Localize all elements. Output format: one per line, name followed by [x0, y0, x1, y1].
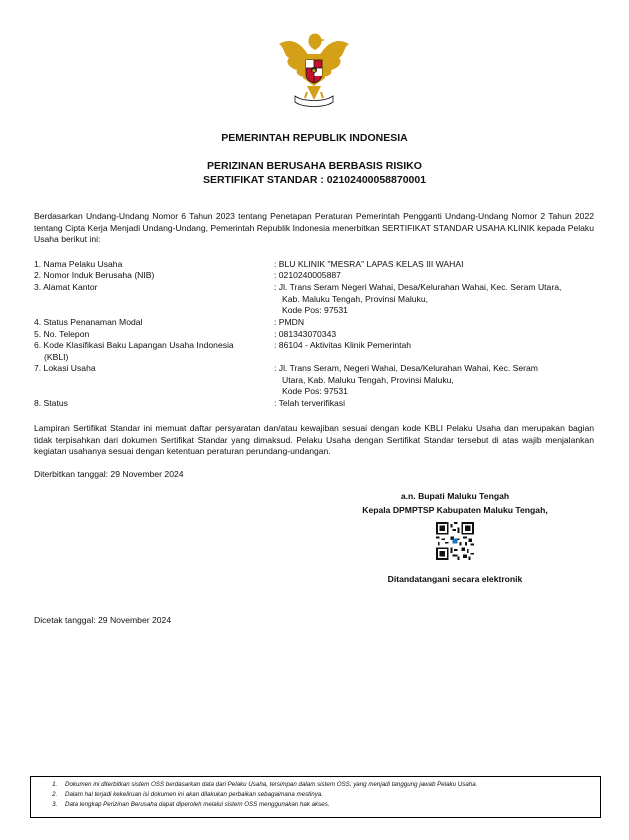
field-value-continued: Kode Pos: 97531	[282, 305, 348, 316]
field-value: : 081343070343	[274, 329, 337, 339]
signature-line2: Kepala DPMPTSP Kabupaten Maluku Tengah,	[362, 505, 548, 515]
field-value: : BLU KLINIK "MESRA" LAPAS KELAS III WAHAI	[274, 259, 464, 269]
certificate-number: SERTIFIKAT STANDAR : 02102400058870001	[202, 174, 427, 186]
field-label: 2. Nomor Induk Berusaha (NIB)	[34, 270, 155, 280]
field-value: : Jl. Trans Seram, Negeri Wahai, Desa/Kelurahan Wahai, Kec. Seram	[274, 363, 538, 373]
intro-paragraph: Berdasarkan Undang-Undang Nomor 6 Tahun 2023 tentang Penetapan Peraturan Pemerintah Pengganti Undang-Undang Nomor 2 Tahun 2022 tentang Cipta Kerja Menjadi Undang-Undang, Pemerintah Republik Indonesia menerbitkan SERTIFIKAT STANDAR USAHA KLINIK kepada Pelaku Usaha berikut ini:	[34, 211, 594, 245]
field-value-continued: Utara, Kab. Maluku Tengah, Provinsi Maluku,	[282, 374, 454, 385]
government-title: PEMERINTAH REPUBLIK INDONESIA	[221, 132, 408, 144]
footer-notes-box	[30, 776, 601, 818]
footer-note: 2. Dalam hal terjadi kekeliruan isi dokumen ini akan dilakukan perbaikan sebagaimana mestinya.	[59, 790, 600, 800]
field-label: 7. Lokasi Usaha	[34, 363, 96, 373]
field-label: 4. Status Penanaman Modal	[34, 317, 143, 327]
field-label: 3. Alamat Kantor	[34, 282, 98, 292]
field-value: : PMDN	[274, 317, 305, 327]
garuda-emblem-icon	[271, 30, 357, 114]
field-value-continued: Kab. Maluku Tengah, Provinsi Maluku,	[282, 293, 429, 304]
field-value-continued: Kode Pos: 97531	[282, 386, 348, 397]
field-label: 5. No. Telepon	[34, 329, 90, 339]
field-value: : 86104 - Aktivitas Klinik Pemerintah	[274, 340, 412, 350]
footer-notes-list	[31, 777, 600, 809]
field-value-block	[274, 363, 594, 398]
attachment-note: Lampiran Sertifikat Standar ini memuat daftar persyaratan dan/atau kewajiban sesuai dengan kode KBLI Pelaku Usaha dan merupakan bagian tidak terpisahkan dari dokumen Sertifikat Standar yang dimaksud. Pelaku Usaha dengan Sertifikat Standar tersebut di atas wajib menjalankan kegiatan usahanya sesuai dengan ketentuan peraturan perundang-undangan.	[34, 423, 594, 457]
footer-note: 3. Data lengkap Perizinan Berusaha dapat diperoleh melalui sistem OSS menggunakan hak akses.	[59, 800, 600, 810]
field-label-continued: (KBLI)	[44, 351, 69, 362]
field-label: 1. Nama Pelaku Usaha	[34, 259, 123, 269]
field-value: : Jl. Trans Seram Negeri Wahai, Desa/Kelurahan Wahai, Kec. Seram Utara,	[274, 282, 562, 292]
footer-note: 1. Dokumen ini diterbitkan sistem OSS berdasarkan data dari Pelaku Usaha, tersimpan dalam sistem OSS, yang menjadi tanggung jawab Pelaku Usaha.	[59, 780, 600, 790]
electronic-signature: Ditandatangani secara elektronik	[387, 574, 523, 584]
field-value: : Telah terverifikasi	[274, 398, 346, 408]
signature-block	[362, 491, 547, 515]
field-label: 6. Kode Klasifikasi Baku Lapangan Usaha Indonesia	[34, 340, 234, 350]
field-label: 8. Status	[34, 398, 68, 408]
field-value-block	[274, 282, 594, 317]
issued-date: Diterbitkan tanggal: 29 November 2024	[34, 469, 184, 479]
field-label-block	[34, 340, 274, 363]
printed-date: Dicetak tanggal: 29 November 2024	[34, 615, 172, 625]
permit-title: PERIZINAN BERUSAHA BERBASIS RISIKO	[207, 160, 422, 172]
signature-line1: a.n. Bupati Maluku Tengah	[400, 491, 510, 501]
field-value: : 0210240005887	[274, 270, 341, 280]
qr-code-icon	[436, 522, 474, 560]
